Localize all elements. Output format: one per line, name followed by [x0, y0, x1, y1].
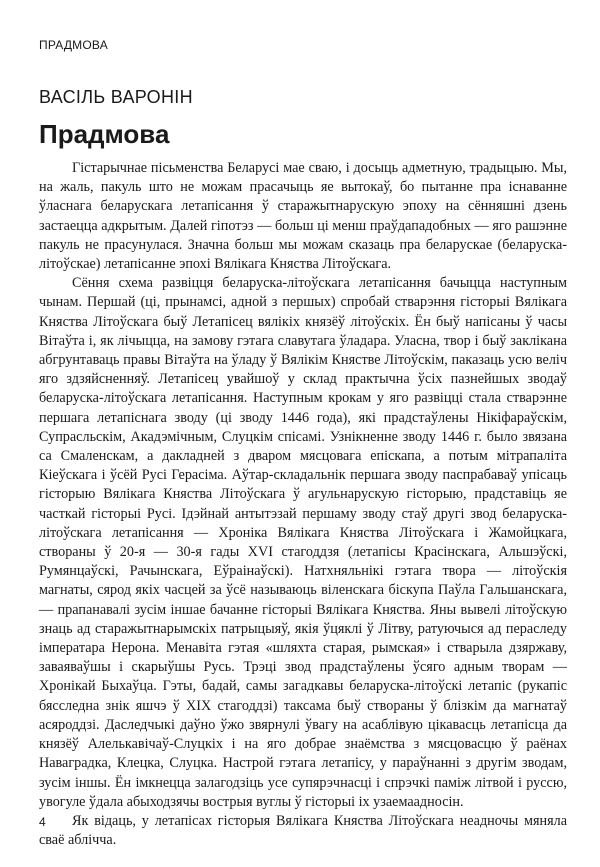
- page-title: Прадмова: [39, 119, 170, 149]
- running-head: ПРАДМОВА: [39, 38, 108, 52]
- paragraph: Гістарычнае пісьменства Беларусі мае сваю, і досыць адметную, традыцыю. Мы, на жаль, пакуль што не можам прасачыць яе вытокаў, бо пытанне пра існаванне ўласнага беларускага летапісання ў старажытнарускую эпоху на сённяшні дзень застаецца адкрытым. Далей гіпотэз — больш ці менш праўдападобных — яго рашэнне пакуль не прасунулася. Значна больш мы можам сказаць пра беларускае (беларуска-літоўскае) летапісанне эпохі Вялікага Княства Літоўскага.: [39, 160, 567, 273]
- page-number: 4: [39, 815, 46, 829]
- body-text: [39, 159, 567, 850]
- author-name: ВАСІЛЬ ВАРОНІН: [39, 87, 193, 107]
- paragraph: Як відаць, у летапісах гісторыя Вялікага Княства Літоўскага неадночы мяняла сваё аблічча.: [39, 812, 567, 849]
- paragraph: Сёння схема развіцця беларуска-літоўскага летапісання бачыцца наступным чынам. Першай (ці, прынамсі, адной з першых) спробай стварэння гісторыі Вялікага Княства Літоўскага быў Летапісец вялікіх князёў літоўскіх. Ён быў напісаны ў часы Вітаўта і, як лічыцца, на замову гэтага славутага ўладара. Уласна, твор і быў заклікана абгрунтаваць правы Вітаўта на ўладу ў Вялікім Княстве Літоўскім, паказаць усю веліч яго здзяйсненняў. Летапісец увайшоў у склад практычна ўсіх пазнейшых зводаў беларуска-літоўскага летапісання. Наступным крокам у яго развіцці стала стварэнне першага летапіснага зводу (ці зводу 1446 года), які прадстаўлены Нікіфараўскім, Супрасльскім, Акадэмічным, Слуцкім спісамі. Узнікненне зводу 1446 г. было звязана са Смаленскам, а дакладней з дваром мясцовага епіскапа, а потым мітрапаліта Кіеўскага і ўсёй Русі Герасіма. Аўтар-складальнік першага зводу паспрабаваў упісаць гісторыю Вялікага Княства Літоўскага ў агульнарускую гісторыю, прадставіць яе часткай гісторыі Русі. Ідэйнай антытэзай першаму зводу стаў другі звод беларуска-літоўскага летапісання — Хроніка Вялікага Княства Літоўскага і Жамойцкага, створаны ў 20-я — 30-я гады XVI стагоддзя (летапісы Красінскага, Альшэўскі, Румянцаўскі, Рачынскага, Еўраінаўскі). Натхняльнікі гэтага твора — літоўскія магнаты, сярод якіх часцей за ўсё называюць віленскага біскупа Паўла Гальшанскага, — прапанавалі зусім іншае бачанне гісторыі Вялікага Княства. Яны вывелі літоўскую знаць ад старажытнарымскіх патрыцыяў, якія ўцяклі ў Літву, ратуючыся ад пераследу імператара Нерона. Менавіта гэтая «шляхта старая, рымская» і стварыла дзяржаву, заваяваўшы і скарыўшы Русь. Трэці звод прадстаўлены ўсяго адным творам — Хронікай Быхаўца. Гэты, бадай, самы загадкавы беларуска-літоўскі летапіс (рукапіс бясследна знік яшчэ ў XIX стагоддзі) таксама быў створаны ў блізкім да магнатаў асяроддзі. Даследчыкі даўно ўжо звярнулі ўвагу на асаблівую цікавасць летапісца да князёў Алелькавічаў-Слуцкіх і на яго добрае знаёмства з мясцовасцю ў раёнах Наваградка, Клецка, Слуцка. Настрой гэтага летапісу, у параўнанні з другім зводам, зусім іншы. Ён імкнецца залагодзіць усе супярэчнасці і спрэчкі паміж літвой і руссю, увогуле ўдала абыходзячы вострыя вуглы ў гісторыі іх узаемаадносін.: [39, 275, 567, 810]
